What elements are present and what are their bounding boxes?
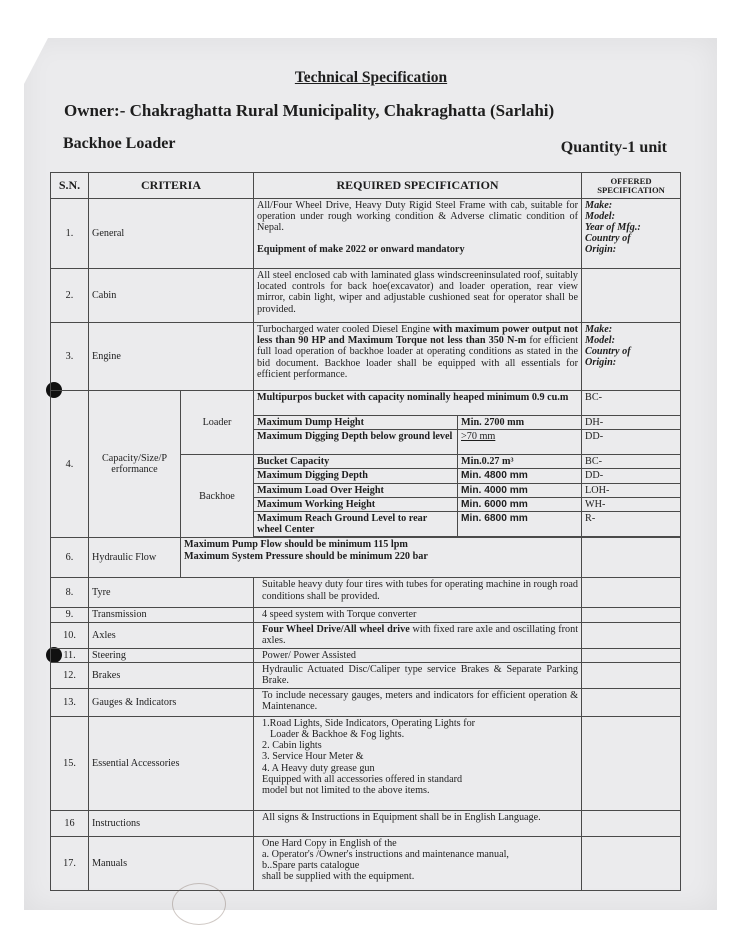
- offered-code: BC-: [582, 391, 681, 416]
- offered-cell: [582, 578, 681, 608]
- row-spec: [254, 199, 582, 269]
- page-title: Technical Specification: [294, 69, 448, 86]
- offered-label: Make:: [585, 200, 613, 211]
- offered-label: Origin:: [585, 244, 617, 255]
- spec-text: All/Four Wheel Drive, Heavy Duty Rigid Steel Frame with cab, suitable for operation under rough working condition & Adverse climatic condition of Nepal.: [257, 200, 579, 234]
- row-criteria: General: [89, 199, 254, 269]
- table-row: [51, 662, 681, 688]
- spec-value: Min. 2700 mm: [458, 416, 582, 430]
- list-item: shall be supplied with the equipment.: [262, 871, 415, 883]
- spec-text: for efficient full load operation of backhoe loader at operating conditions as stated in the bid document. Backhoe loader shall be equipped with all essentials for efficient performance.: [257, 335, 579, 380]
- table-row: [51, 622, 681, 648]
- row-sn: 15.: [51, 716, 89, 810]
- spec-table: [50, 172, 681, 891]
- row-criteria: Manuals: [89, 836, 254, 890]
- list-item: a. Operator's /Owner's instructions and maintenance manual,: [262, 849, 509, 861]
- offered-code: DH-: [582, 416, 681, 430]
- official-stamp: [172, 883, 226, 925]
- table-row: [51, 199, 681, 269]
- list-item: Equipped with all accessories offered in standard: [262, 773, 463, 785]
- row-criteria: Brakes: [89, 662, 254, 688]
- offered-label: Model:: [585, 211, 616, 222]
- spec-value: Min. 6000 mm: [458, 497, 582, 511]
- offered-fields: [582, 199, 681, 269]
- row-criteria: Steering: [89, 648, 254, 662]
- row-sn: 4.: [51, 391, 89, 538]
- spec-text: Turbocharged water cooled Diesel Engine: [257, 324, 433, 335]
- row-criteria: Hydraulic Flow: [89, 538, 181, 578]
- row-sn: 6.: [51, 538, 89, 578]
- offered-label: Model:: [585, 335, 616, 346]
- row-sn: 13.: [51, 688, 89, 716]
- row-criteria: Engine: [89, 323, 254, 391]
- spec-text: with fixed rare axle and oscillating front axles.: [262, 623, 579, 646]
- row-spec: Suitable heavy duty four tires with tubes for operating machine in rough road conditions shall be provided.: [254, 578, 582, 608]
- header-row: [51, 173, 681, 199]
- offered-cell: [582, 688, 681, 716]
- row-criteria: Gauges & Indicators: [89, 688, 254, 716]
- row-spec: [181, 538, 582, 578]
- offered-cell: [582, 662, 681, 688]
- list-item: Loader & Backhoe & Fog lights.: [270, 729, 405, 741]
- header-criteria: CRITERIA: [89, 173, 254, 199]
- offered-code: DD-: [582, 469, 681, 483]
- offered-cell: [582, 608, 681, 622]
- table-row: [51, 648, 681, 662]
- row-sn: 16: [51, 810, 89, 836]
- row-spec: All signs & Instructions in Equipment shall be in English Language.: [254, 810, 582, 836]
- table-row: [51, 578, 681, 608]
- row-sn: 12.: [51, 662, 89, 688]
- row-spec: 4 speed system with Torque converter: [254, 608, 582, 622]
- owner-line: Owner:- Chakraghatta Rural Municipality, Chakraghatta (Sarlahi): [64, 101, 555, 120]
- spec-value: Min. 6800 mm: [458, 512, 582, 537]
- offered-cell: [582, 269, 681, 323]
- spec-bold-text: Four Wheel Drive/All wheel drive: [262, 623, 410, 635]
- table-row: [51, 810, 681, 836]
- row-sn: 9.: [51, 608, 89, 622]
- offered-cell: [582, 810, 681, 836]
- list-item: 2. Cabin lights: [262, 740, 322, 752]
- spec-text: Multipurpos bucket with capacity nominally heaped minimum 0.9 cu.m: [254, 391, 582, 416]
- row-sn: 3.: [51, 323, 89, 391]
- offered-label: Year of Mfg.:: [585, 222, 641, 233]
- offered-code: WH-: [582, 497, 681, 511]
- spec-value: Min. 4800 mm: [458, 469, 582, 483]
- list-item: One Hard Copy in English of the: [262, 837, 397, 849]
- row-spec: [254, 716, 582, 810]
- row-criteria: Axles: [89, 622, 254, 648]
- row-sn: 1.: [51, 199, 89, 269]
- row-sn: 11.: [51, 648, 89, 662]
- spec-bold-text: Equipment of make 2022 or onward mandatory: [257, 243, 465, 255]
- table-row: [51, 688, 681, 716]
- spec-value: Min.0.27 m³: [458, 455, 582, 469]
- row-spec: Power/ Power Assisted: [254, 648, 582, 662]
- row-spec: All steel enclosed cab with laminated glass windscreeninsulated roof, suitably located controls for back hoe(excavator) and loader operation, rear view mirror, cabin light, wiper and adjustable cushioned seat for operator shall be provided.: [254, 269, 582, 323]
- spec-param: Maximum Digging Depth below ground level: [254, 430, 458, 455]
- list-item: b..Spare parts catalogue: [262, 860, 360, 872]
- spec-text: Maximum System Pressure should be minimum 220 bar: [184, 550, 428, 562]
- quantity: Quantity-1 unit: [560, 139, 667, 156]
- list-item: 1.Road Lights, Side Indicators, Operating Lights for: [262, 717, 476, 729]
- list-item: 3. Service Hour Meter &: [262, 751, 364, 763]
- spec-param: Bucket Capacity: [254, 455, 458, 469]
- row-spec: [254, 323, 582, 391]
- row-criteria: Tyre: [89, 578, 254, 608]
- row-sn: 2.: [51, 269, 89, 323]
- item-name: Backhoe Loader: [63, 135, 176, 152]
- offered-cell: [582, 836, 681, 890]
- list-item: model but not limited to the above items.: [262, 785, 430, 797]
- offered-fields: [582, 323, 681, 391]
- header-required: REQUIRED SPECIFICATION: [254, 173, 582, 199]
- spec-value: >70 mm: [458, 430, 582, 455]
- list-item: 4. A Heavy duty grease gun: [262, 762, 375, 774]
- spec-param: Maximum Working Height: [254, 497, 458, 511]
- offered-label: Origin:: [585, 357, 617, 368]
- backhoe-label: Backhoe: [181, 455, 254, 538]
- row-spec: [254, 836, 582, 890]
- table-row: [51, 608, 681, 622]
- offered-cell: [582, 648, 681, 662]
- spec-value: Min. 4000 mm: [458, 483, 582, 497]
- offered-code: BC-: [582, 455, 681, 469]
- offered-cell: [582, 538, 681, 578]
- table-row: [51, 716, 681, 810]
- row-criteria: Instructions: [89, 810, 254, 836]
- spec-param: Maximum Load Over Height: [254, 483, 458, 497]
- row-sn: 8.: [51, 578, 89, 608]
- table-row: [51, 391, 681, 416]
- offered-label: Country of: [585, 346, 631, 357]
- offered-cell: [582, 622, 681, 648]
- table-row: [51, 323, 681, 391]
- row-criteria: Capacity/Size/P erformance: [89, 391, 181, 538]
- loader-label: Loader: [181, 391, 254, 455]
- row-sn: 17.: [51, 836, 89, 890]
- offered-cell: [582, 716, 681, 810]
- row-spec: [254, 622, 582, 648]
- spec-bold-text: with maximum power output not less than 90 HP and Maximum Torque not less than 350 N-m: [257, 324, 579, 347]
- offered-label: Make:: [585, 324, 613, 335]
- offered-label: Country of: [585, 233, 631, 244]
- table-row: [51, 836, 681, 890]
- spec-param: Maximum Dump Height: [254, 416, 458, 430]
- row-spec: To include necessary gauges, meters and indicators for efficient operation & Maintenance.: [254, 688, 582, 716]
- header-offered: OFFERED SPECIFICATION: [582, 173, 681, 199]
- row-sn: 10.: [51, 622, 89, 648]
- table-row: [51, 538, 681, 578]
- spec-param: Maximum Reach Ground Level to rear wheel Center: [254, 512, 458, 537]
- offered-code: DD-: [582, 430, 681, 455]
- row-criteria: Essential Accessories: [89, 716, 254, 810]
- offered-code: R-: [582, 512, 681, 537]
- table-row: [51, 269, 681, 323]
- header-sn: S.N.: [51, 173, 89, 199]
- row-criteria: Cabin: [89, 269, 254, 323]
- spec-text: Maximum Pump Flow should be minimum 115 lpm: [184, 539, 408, 551]
- spec-param: Maximum Digging Depth: [254, 469, 458, 483]
- row-criteria: Transmission: [89, 608, 254, 622]
- offered-code: LOH-: [582, 483, 681, 497]
- row-spec: Hydraulic Actuated Disc/Caliper type service Brakes & Separate Parking Brake.: [254, 662, 582, 688]
